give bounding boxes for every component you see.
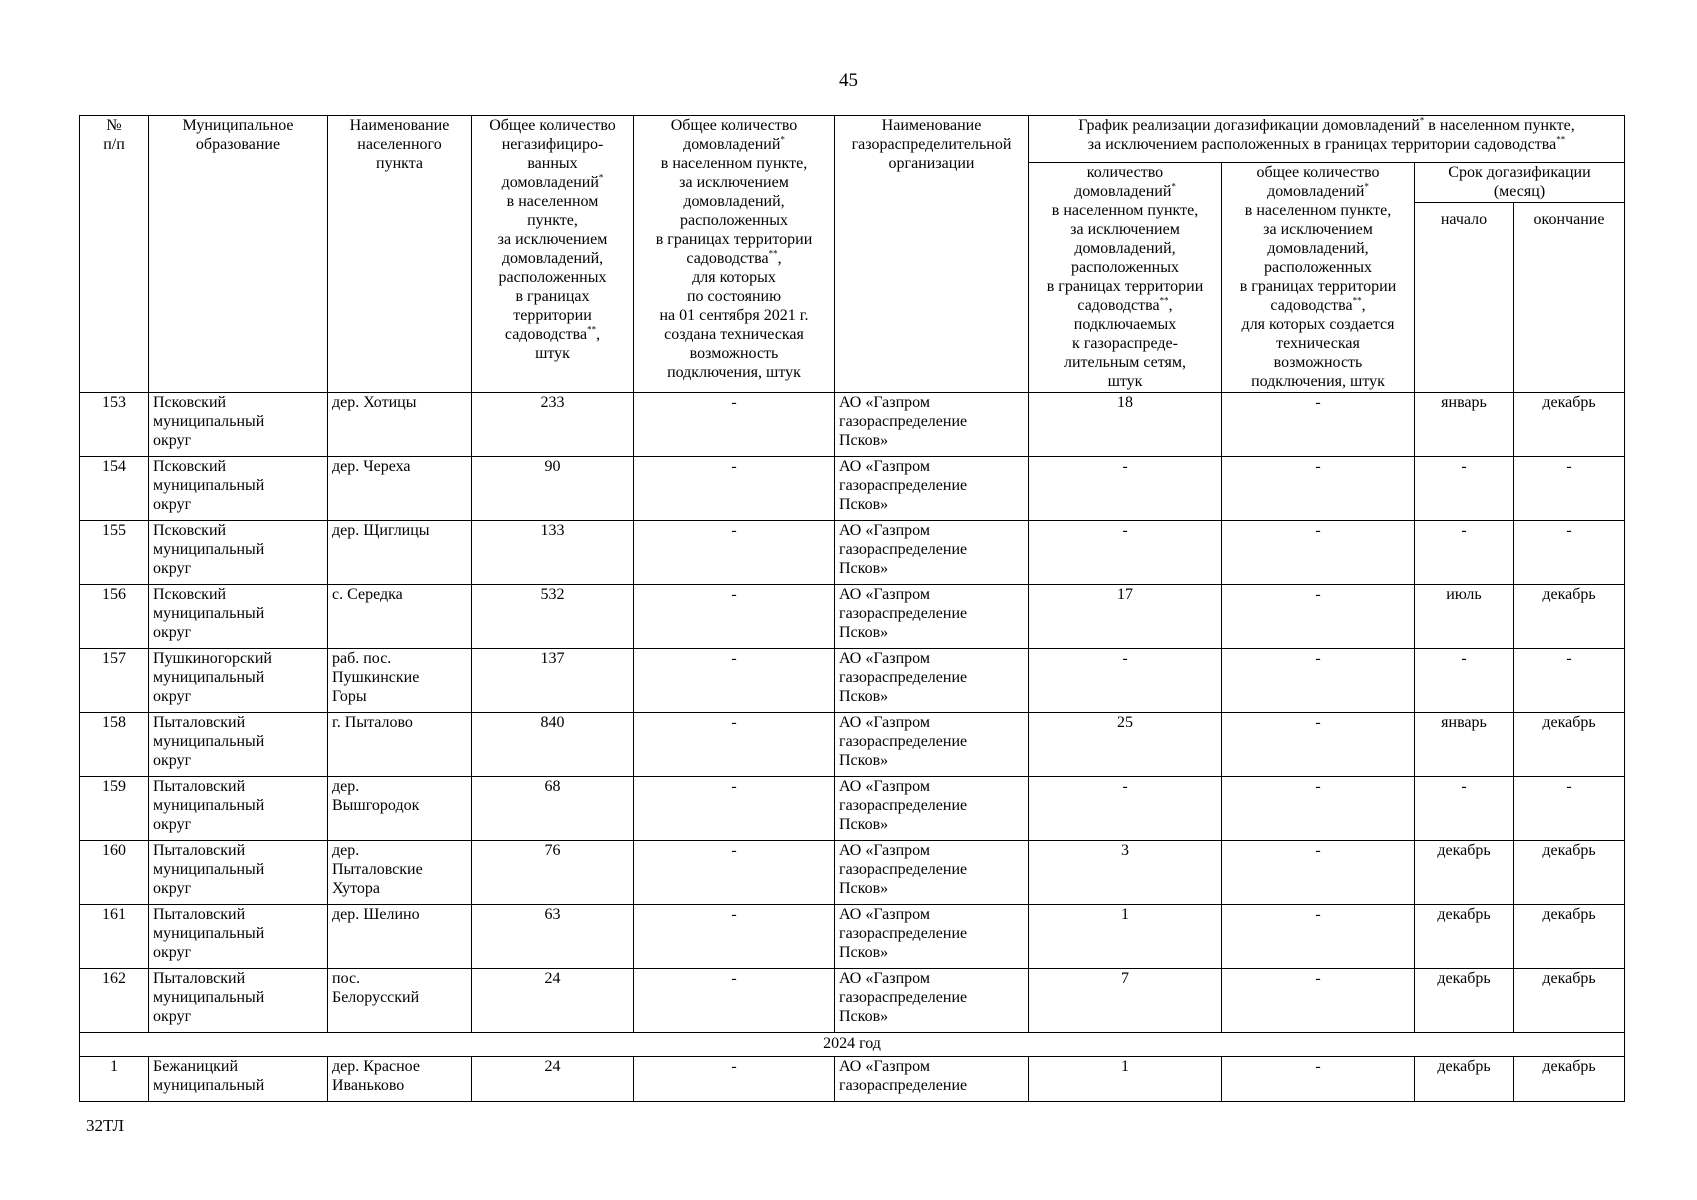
- cell-tech: -: [634, 713, 835, 777]
- cell-created: -: [1222, 777, 1415, 841]
- cell-end: декабрь: [1514, 585, 1625, 649]
- cell-num: 157: [80, 649, 149, 713]
- cell-total: 63: [472, 905, 634, 969]
- cell-connected: 18: [1029, 393, 1222, 457]
- cell-org: АО «Газпром газораспределение Псков»: [835, 649, 1029, 713]
- table-row: [80, 521, 1625, 585]
- cell-org: АО «Газпром газораспределение Псков»: [835, 841, 1029, 905]
- cell-total: 90: [472, 457, 634, 521]
- cell-end: декабрь: [1514, 713, 1625, 777]
- cell-settlement: дер. Пыталовские Хутора: [328, 841, 472, 905]
- cell-created: -: [1222, 905, 1415, 969]
- header-gas-org: Наименование газораспределительной организации: [835, 116, 1029, 393]
- cell-num: 160: [80, 841, 149, 905]
- cell-settlement: дер. Вышгородок: [328, 777, 472, 841]
- table-row: [80, 649, 1625, 713]
- cell-connected: 7: [1029, 969, 1222, 1033]
- cell-end: декабрь: [1514, 905, 1625, 969]
- cell-connected: 17: [1029, 585, 1222, 649]
- cell-municipality: Пыталовский муниципальный округ: [149, 713, 328, 777]
- cell-start: декабрь: [1415, 1057, 1514, 1102]
- cell-settlement: дер. Шелино: [328, 905, 472, 969]
- cell-start: декабрь: [1415, 841, 1514, 905]
- cell-org: АО «Газпром газораспределение Псков»: [835, 393, 1029, 457]
- cell-tech: -: [634, 585, 835, 649]
- gasification-table: [79, 115, 1625, 1102]
- cell-org: АО «Газпром газораспределение Псков»: [835, 457, 1029, 521]
- cell-start: июль: [1415, 585, 1514, 649]
- cell-municipality: Пыталовский муниципальный округ: [149, 777, 328, 841]
- table-row: [80, 841, 1625, 905]
- cell-settlement: дер. Красное Иваньково: [328, 1057, 472, 1102]
- cell-tech: -: [634, 1057, 835, 1102]
- table-row: [80, 1057, 1625, 1102]
- cell-settlement: дер. Череха: [328, 457, 472, 521]
- cell-num: 159: [80, 777, 149, 841]
- cell-org: АО «Газпром газораспределение Псков»: [835, 905, 1029, 969]
- cell-tech: -: [634, 841, 835, 905]
- cell-total: 133: [472, 521, 634, 585]
- cell-num: 1: [80, 1057, 149, 1102]
- cell-municipality: Пушкиногорский муниципальный округ: [149, 649, 328, 713]
- cell-settlement: с. Середка: [328, 585, 472, 649]
- cell-connected: 25: [1029, 713, 1222, 777]
- table-row: [80, 585, 1625, 649]
- cell-num: 154: [80, 457, 149, 521]
- cell-created: -: [1222, 841, 1415, 905]
- table-row: [80, 713, 1625, 777]
- cell-settlement: дер. Хотицы: [328, 393, 472, 457]
- cell-created: -: [1222, 969, 1415, 1033]
- cell-settlement: пос. Белорусский: [328, 969, 472, 1033]
- cell-total: 24: [472, 1057, 634, 1102]
- cell-end: декабрь: [1514, 393, 1625, 457]
- cell-org: АО «Газпром газораспределение: [835, 1057, 1029, 1102]
- cell-connected: 1: [1029, 905, 1222, 969]
- document-code: 32ТЛ: [86, 1116, 125, 1135]
- cell-num: 155: [80, 521, 149, 585]
- cell-municipality: Пыталовский муниципальный округ: [149, 969, 328, 1033]
- header-settlement: Наименование населенного пункта: [328, 116, 472, 393]
- cell-org: АО «Газпром газораспределение Псков»: [835, 585, 1029, 649]
- cell-connected: -: [1029, 649, 1222, 713]
- header-total-ungasified: Общее количество негазифициро- ванных домовладений* в населенном пункте, за исключением домовладений, расположенных в границах территории садоводства**, штук: [472, 116, 634, 393]
- cell-settlement: г. Пыталово: [328, 713, 472, 777]
- cell-connected: -: [1029, 521, 1222, 585]
- cell-tech: -: [634, 521, 835, 585]
- table-row: [80, 393, 1625, 457]
- cell-total: 532: [472, 585, 634, 649]
- cell-tech: -: [634, 777, 835, 841]
- cell-start: январь: [1415, 713, 1514, 777]
- cell-tech: -: [634, 969, 835, 1033]
- cell-total: 233: [472, 393, 634, 457]
- cell-num: 153: [80, 393, 149, 457]
- table-row: [80, 905, 1625, 969]
- header-deadline: Срок догазификации (месяц): [1415, 163, 1625, 203]
- cell-municipality: Псковский муниципальный округ: [149, 393, 328, 457]
- cell-end: -: [1514, 457, 1625, 521]
- table-row: [80, 969, 1625, 1033]
- cell-tech: -: [634, 393, 835, 457]
- cell-end: декабрь: [1514, 1057, 1625, 1102]
- cell-tech: -: [634, 457, 835, 521]
- cell-municipality: Псковский муниципальный округ: [149, 585, 328, 649]
- cell-start: декабрь: [1415, 905, 1514, 969]
- table-row: [80, 777, 1625, 841]
- cell-start: -: [1415, 649, 1514, 713]
- cell-org: АО «Газпром газораспределение Псков»: [835, 713, 1029, 777]
- cell-end: -: [1514, 777, 1625, 841]
- cell-municipality: Бежаницкий муниципальный: [149, 1057, 328, 1102]
- header-end: окончание: [1514, 203, 1625, 393]
- cell-tech: -: [634, 905, 835, 969]
- cell-connected: 1: [1029, 1057, 1222, 1102]
- cell-tech: -: [634, 649, 835, 713]
- cell-created: -: [1222, 457, 1415, 521]
- cell-num: 158: [80, 713, 149, 777]
- cell-total: 137: [472, 649, 634, 713]
- header-created: общее количество домовладений* в населенном пункте, за исключением домовладений, расположенных в границах территории садоводства**, для которых создается техническая возможность подключения, штук: [1222, 163, 1415, 393]
- cell-total: 840: [472, 713, 634, 777]
- cell-num: 156: [80, 585, 149, 649]
- header-schedule: График реализации догазификации домовладений* в населенном пункте, за исключением расположенных в границах территории садоводства**: [1029, 116, 1625, 163]
- cell-end: -: [1514, 649, 1625, 713]
- cell-org: АО «Газпром газораспределение Псков»: [835, 521, 1029, 585]
- cell-end: декабрь: [1514, 969, 1625, 1033]
- cell-total: 76: [472, 841, 634, 905]
- cell-created: -: [1222, 393, 1415, 457]
- cell-connected: 3: [1029, 841, 1222, 905]
- cell-municipality: Псковский муниципальный округ: [149, 521, 328, 585]
- cell-start: -: [1415, 457, 1514, 521]
- cell-total: 24: [472, 969, 634, 1033]
- cell-created: -: [1222, 649, 1415, 713]
- header-municipality: Муниципальное образование: [149, 116, 328, 393]
- cell-org: АО «Газпром газораспределение Псков»: [835, 969, 1029, 1033]
- cell-start: -: [1415, 521, 1514, 585]
- cell-start: январь: [1415, 393, 1514, 457]
- cell-start: -: [1415, 777, 1514, 841]
- cell-settlement: дер. Щиглицы: [328, 521, 472, 585]
- cell-num: 162: [80, 969, 149, 1033]
- cell-end: декабрь: [1514, 841, 1625, 905]
- cell-org: АО «Газпром газораспределение Псков»: [835, 777, 1029, 841]
- page-number: 45: [839, 70, 858, 91]
- cell-total: 68: [472, 777, 634, 841]
- header-num: № п/п: [80, 116, 149, 393]
- cell-connected: -: [1029, 777, 1222, 841]
- cell-created: -: [1222, 521, 1415, 585]
- cell-settlement: раб. пос. Пушкинские Горы: [328, 649, 472, 713]
- table-row: [80, 457, 1625, 521]
- year-section-row: [80, 1033, 1625, 1057]
- cell-start: декабрь: [1415, 969, 1514, 1033]
- header-tech-possible: Общее количество домовладений* в населенном пункте, за исключением домовладений, расположенных в границах территории садоводства**, для которых по состоянию на 01 сентября 2021 г. создана техническая возможность подключения, штук: [634, 116, 835, 393]
- cell-end: -: [1514, 521, 1625, 585]
- cell-municipality: Пыталовский муниципальный округ: [149, 905, 328, 969]
- header-start: начало: [1415, 203, 1514, 393]
- cell-created: -: [1222, 713, 1415, 777]
- cell-municipality: Псковский муниципальный округ: [149, 457, 328, 521]
- cell-num: 161: [80, 905, 149, 969]
- cell-municipality: Пыталовский муниципальный округ: [149, 841, 328, 905]
- cell-created: -: [1222, 585, 1415, 649]
- cell-connected: -: [1029, 457, 1222, 521]
- header-connected: количество домовладений* в населенном пункте, за исключением домовладений, расположенных в границах территории садоводства**, подключаемых к газораспреде- лительным сетям, штук: [1029, 163, 1222, 393]
- year-label: 2024 год: [80, 1033, 1625, 1057]
- cell-created: -: [1222, 1057, 1415, 1102]
